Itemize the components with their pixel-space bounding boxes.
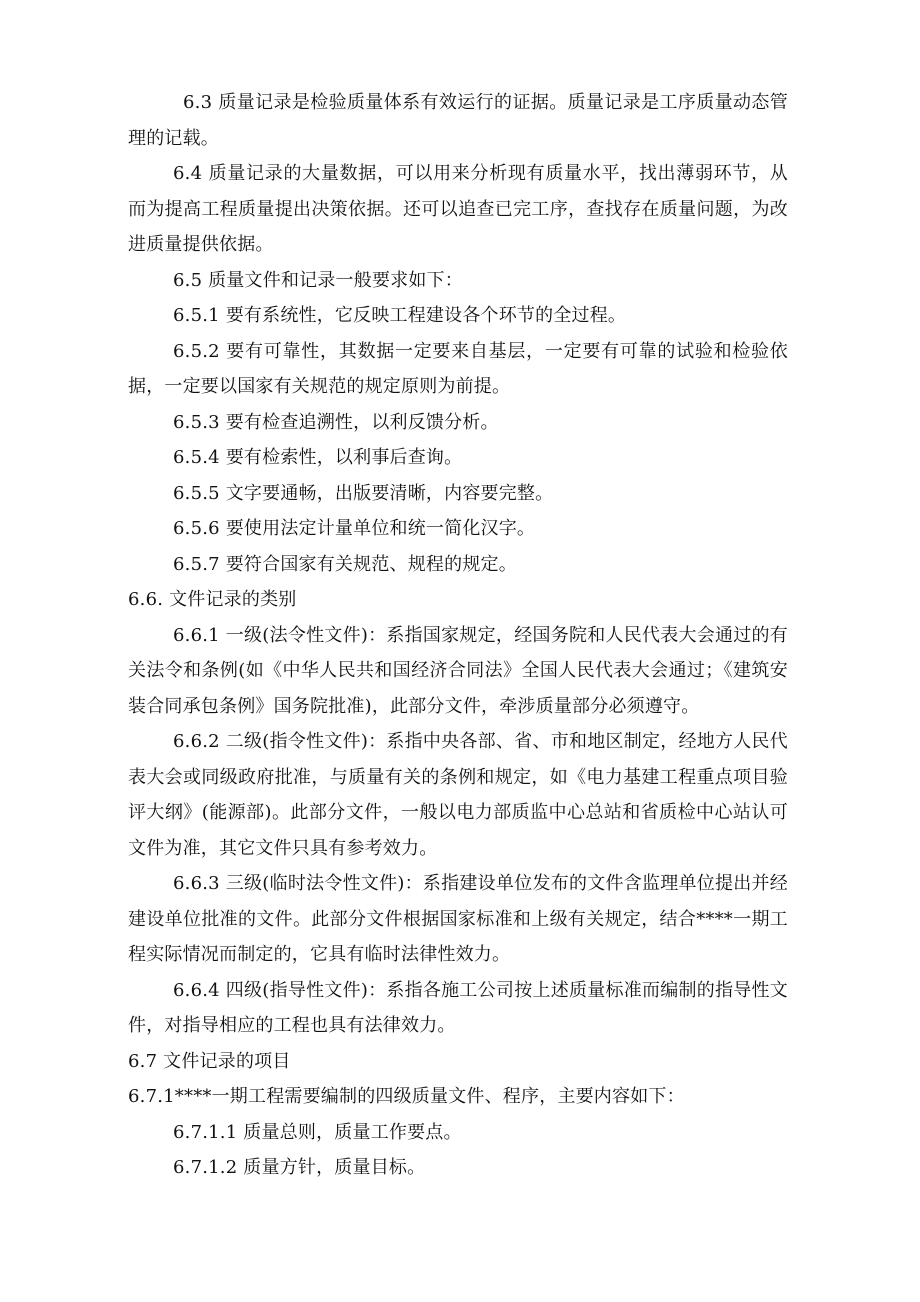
paragraph-6-7-1-1: 6.7.1.1 质量总则，质量工作要点。 — [173, 1121, 462, 1143]
paragraph-6-5-5: 6.5.5 文字要通畅，出版要清晰，内容要完整。 — [173, 482, 554, 504]
paragraph-6-6-2: 6.6.2 二级(指令性文件)：系指中央各部、省、市和地区制定，经地方人民代表大会或同级政府批准，与质量有关的条例和规定，如《电力基建工程重点项目验评大纲》(能源部)。此部分文件，一般以电力部质监中心总站和省质检中心站认可文件为准，其它文件只具有参考效力。 — [128, 731, 788, 859]
paragraph-6-5-2: 6.5.2 要有可靠性，其数据一定要来自基层，一定要有可靠的试验和检验依据，一定要以国家有关规范的规定原则为前提。 — [128, 340, 788, 397]
paragraph-6-6-3: 6.6.3 三级(临时法令性文件)：系指建设单位发布的文件含监理单位提出并经建设单位批准的文件。此部分文件根据国家标准和上级有关规定，结合****一期工程实际情况而制定的，它具有临时法律性效力。 — [128, 873, 788, 965]
paragraph-6-6-4: 6.6.4 四级(指导性文件)：系指各施工公司按上述质量标准而编制的指导性文件，对指导相应的工程也具有法律效力。 — [128, 979, 788, 1036]
paragraph-6-7-1-2: 6.7.1.2 质量方针，质量目标。 — [173, 1157, 426, 1178]
paragraph-6-5-3: 6.5.3 要有检查追溯性，以利反馈分析。 — [173, 411, 499, 433]
paragraph-6-5-4: 6.5.4 要有检索性，以利事后查询。 — [173, 447, 463, 468]
paragraph-6-7-1: 6.7.1****一期工程需要编制的四级质量文件、程序，主要内容如下： — [128, 1086, 685, 1107]
paragraph-6-5: 6.5 质量文件和记录一般要求如下： — [173, 269, 463, 291]
section-heading-6-7: 6.7 文件记录的项目 — [128, 1050, 291, 1072]
paragraph-6-3: 6.3 质量记录是检验质量体系有效运行的证据。质量记录是工序质量动态管理的记载。 — [128, 92, 788, 149]
section-heading-6-6: 6.6. 文件记录的类别 — [128, 589, 297, 610]
paragraph-6-5-1: 6.5.1 要有系统性，它反映工程建设各个环节的全过程。 — [173, 305, 627, 326]
paragraph-6-6-1: 6.6.1 一级(法令性文件)：系指国家规定，经国务院和人民代表大会通过的有关法令和条例(如《中华人民共和国经济合同法》全国人民代表大会通过；《建筑安装合同承包条例》国务院批准)，此部分文件，牵涉质量部分必须遵守。 — [128, 624, 788, 717]
paragraph-6-4: 6.4 质量记录的大量数据，可以用来分析现有质量水平，找出薄弱环节，从而为提高工程质量提出决策依据。还可以追查已完工序，查找存在质量问题，为改进质量提供依据。 — [128, 163, 788, 255]
paragraph-6-5-6: 6.5.6 要使用法定计量单位和统一简化汉字。 — [173, 518, 536, 539]
paragraph-6-5-7: 6.5.7 要符合国家有关规范、规程的规定。 — [173, 553, 517, 575]
document-body — [128, 85, 788, 1186]
